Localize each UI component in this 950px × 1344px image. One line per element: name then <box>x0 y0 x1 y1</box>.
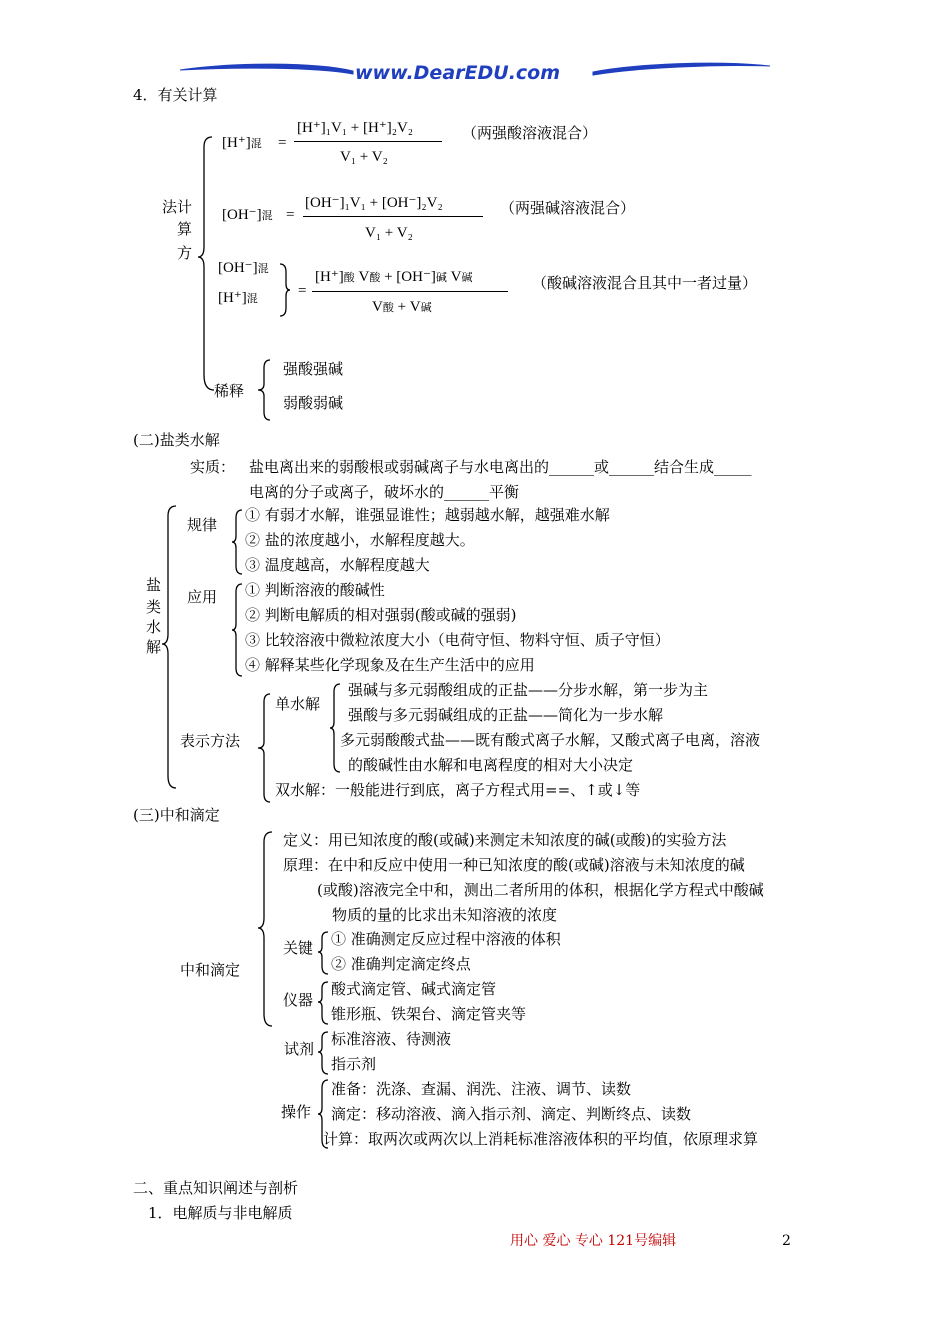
page-number: 2 <box>782 1233 791 1249</box>
section-heading: (二)盐类水解 <box>133 431 220 449</box>
single-label: 单水解 <box>275 695 321 713</box>
expr-label: 表示方法 <box>180 732 241 750</box>
op-item: 滴定：移动溶液、滴入指示剂、滴定、判断终点、读数 <box>331 1105 692 1123</box>
formula2-lhs: [OH⁻]混 <box>222 207 273 223</box>
formula1-note: （两强酸溶液混合） <box>462 124 598 142</box>
single-item: 强酸与多元弱碱组成的正盐——简化为一步水解 <box>348 706 664 724</box>
brace-instr <box>316 980 330 1026</box>
method-char: 方 <box>177 244 193 262</box>
brace-expr <box>256 692 272 804</box>
brace-titration <box>256 830 274 1028</box>
principle-line: 原理：在中和反应中使用一种已知浓度的酸(或碱)溶液与未知浓度的碱 <box>283 856 745 874</box>
formula3-numerator: [H⁺]酸 V酸 + [OH⁻]碱 V碱 <box>315 269 473 285</box>
single-item: 多元弱酸酸式盐——既有酸式离子水解，又酸式离子电离，溶液 <box>340 731 761 749</box>
method-char: 算 <box>177 220 193 238</box>
op-item: 准备：洗涤、查漏、润洗、注液、调节、读数 <box>331 1080 632 1098</box>
essence-text: 盐电离出来的弱酸根或弱碱离子与水电离出的______或______结合生成_____ <box>249 458 752 476</box>
formula1-numerator: [H⁺]₁V₁ + [H⁺]₂V₂ <box>297 120 414 136</box>
titration-label: 中和滴定 <box>180 961 241 979</box>
method-char: 计 <box>177 198 193 216</box>
apply-item: ② 判断电解质的相对强弱(酸或碱的强弱) <box>245 606 517 624</box>
reagent-item: 标准溶液、待测液 <box>331 1030 452 1048</box>
reagent-label: 试剂 <box>284 1040 315 1058</box>
instr-item: 酸式滴定管、碱式滴定管 <box>331 980 497 998</box>
reagent-item: 指示剂 <box>331 1055 377 1073</box>
key-item: ② 准确判定滴定终点 <box>331 955 471 973</box>
formula3-denominator: V酸 + V碱 <box>372 299 432 315</box>
side-char: 盐 <box>146 576 162 594</box>
fraction-bar <box>294 141 442 142</box>
dilute-item: 强酸强碱 <box>283 360 344 378</box>
dilute-label: 稀释 <box>214 382 245 400</box>
brace-methods <box>196 135 216 395</box>
instr-label: 仪器 <box>283 991 314 1009</box>
key-label: 关键 <box>283 939 314 957</box>
formula1-lhs: [H⁺]混 <box>222 135 262 151</box>
dilute-item: 弱酸弱碱 <box>283 394 344 412</box>
rule-item: ② 盐的浓度越小，水解程度越大。 <box>245 531 475 549</box>
single-item: 强碱与多元弱酸组成的正盐——分步水解，第一步为主 <box>348 681 709 699</box>
fraction-bar <box>312 291 508 292</box>
brace-single <box>328 682 342 774</box>
essence-text: 电离的分子或离子，破坏水的______平衡 <box>249 483 520 501</box>
brace-apply <box>230 582 244 678</box>
subsection-heading: 1．电解质与非电解质 <box>148 1204 293 1222</box>
formula2-denominator: V₁ + V₂ <box>365 225 413 241</box>
apply-item: ③ 比较溶液中微粒浓度大小（电荷守恒、物料守恒、质子守恒） <box>245 631 670 649</box>
formula3-note: （酸碱溶液混合且其中一者过量） <box>532 274 758 292</box>
brace-hydrolysis <box>160 504 178 790</box>
formula2-note: （两强碱溶液混合） <box>500 199 636 217</box>
apply-item: ④ 解释某些化学现象及在生产生活中的应用 <box>245 656 535 674</box>
double-hydrolysis: 双水解：一般能进行到底，离子方程式用==、↑或↓等 <box>275 781 641 799</box>
brace-key <box>316 930 330 976</box>
apply-label: 应用 <box>187 588 218 606</box>
formula3-lhs-h: [H⁺]混 <box>218 290 258 306</box>
essence-label: 实质： <box>190 458 236 476</box>
side-char: 类 <box>146 598 162 616</box>
rule-item: ① 有弱才水解，谁强显谁性；越弱越水解，越强难水解 <box>245 506 610 524</box>
op-item: 计算：取两次或两次以上消耗标准溶液体积的平均值，依原理求算 <box>323 1130 759 1148</box>
single-item: 的酸碱性由水解和电离程度的相对大小决定 <box>348 756 634 774</box>
section-heading: 4．有关计算 <box>133 86 218 104</box>
section-heading: (三)中和滴定 <box>133 806 220 824</box>
formula2-eq: = <box>286 207 295 223</box>
method-char: 法 <box>162 198 178 216</box>
principle-line: (或酸)溶液完全中和，测出二者所用的体积，根据化学方程式中酸碱 <box>317 881 764 899</box>
formula1-denominator: V₁ + V₂ <box>340 149 388 165</box>
footer-credit: 用心 爱心 专心 121号编辑 <box>510 1233 677 1249</box>
key-item: ① 准确测定反应过程中溶液的体积 <box>331 930 561 948</box>
definition: 定义：用已知浓度的酸(或碱)来测定未知浓度的碱(或酸)的实验方法 <box>283 831 727 849</box>
brace-reagent <box>316 1030 330 1076</box>
formula3-eq: = <box>298 283 307 299</box>
formula1-eq: = <box>278 135 287 151</box>
part-heading: 二、重点知识阐述与剖析 <box>133 1179 299 1197</box>
principle-line: 物质的量的比求出未知溶液的浓度 <box>332 906 558 924</box>
formula2-numerator: [OH⁻]₁V₁ + [OH⁻]₂V₂ <box>305 195 443 211</box>
formula3-lhs-oh: [OH⁻]混 <box>218 260 269 276</box>
instr-item: 锥形瓶、铁架台、滴定管夹等 <box>331 1005 527 1023</box>
rule-item: ③ 温度越高，水解程度越大 <box>245 556 430 574</box>
op-label: 操作 <box>281 1103 312 1121</box>
side-char: 水 <box>146 618 162 636</box>
site-logo[interactable]: www.DearEDU.com <box>355 62 561 84</box>
brace-rules <box>230 508 244 576</box>
apply-item: ① 判断溶液的酸碱性 <box>245 581 385 599</box>
brace-formula3 <box>278 262 292 318</box>
side-char: 解 <box>146 638 162 656</box>
fraction-bar <box>303 216 483 217</box>
rules-label: 规律 <box>187 516 218 534</box>
brace-dilute <box>256 358 272 422</box>
